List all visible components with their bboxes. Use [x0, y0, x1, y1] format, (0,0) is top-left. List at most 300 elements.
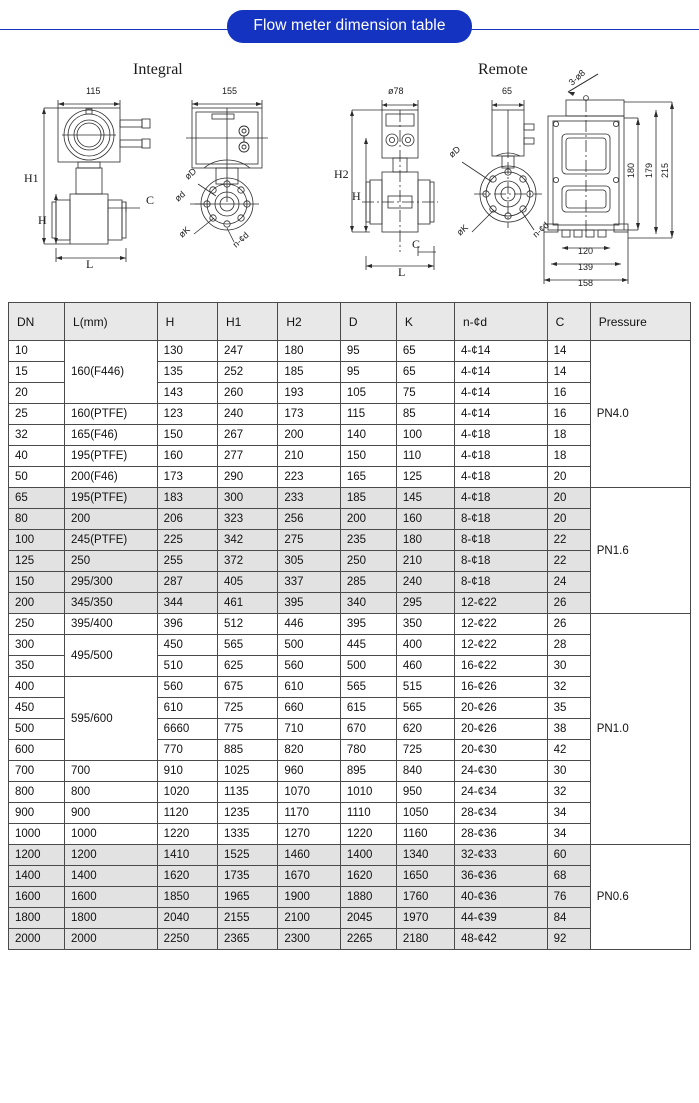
cell-h1: 240 — [218, 404, 278, 425]
cell-h2: 395 — [278, 593, 340, 614]
cell-h1: 1025 — [218, 761, 278, 782]
table-row — [9, 593, 691, 614]
cell-h2: 305 — [278, 551, 340, 572]
integral-view2-width-dim: 155 — [222, 86, 238, 96]
cell-l: 295/300 — [65, 572, 158, 593]
cell-nd: 28-¢34 — [455, 803, 548, 824]
remote-view2-label-nd: n-¢d — [530, 220, 551, 240]
cell-k: 65 — [396, 362, 454, 383]
cell-dn: 50 — [9, 467, 65, 488]
converter-hole-note: 3-ø8 — [566, 67, 588, 88]
cell-dn: 150 — [9, 572, 65, 593]
table-row — [9, 425, 691, 446]
cell-h2: 256 — [278, 509, 340, 530]
table-row — [9, 635, 691, 656]
col-header-h1: H1 — [218, 303, 278, 341]
cell-k: 240 — [396, 572, 454, 593]
cell-dn: 450 — [9, 698, 65, 719]
remote-view2-width-dim: 65 — [502, 86, 513, 96]
cell-c: 42 — [547, 740, 590, 761]
col-header-dn: DN — [9, 303, 65, 341]
cell-h1: 260 — [218, 383, 278, 404]
cell-dn: 900 — [9, 803, 65, 824]
cell-c: 92 — [547, 929, 590, 950]
cell-h1: 1735 — [218, 866, 278, 887]
cell-l: 1000 — [65, 824, 158, 845]
cell-k: 1650 — [396, 866, 454, 887]
integral-view1-width-dim: 115 — [86, 86, 101, 96]
cell-c: 22 — [547, 551, 590, 572]
cell-h: 1850 — [157, 887, 217, 908]
cell-h2: 2300 — [278, 929, 340, 950]
cell-h1: 405 — [218, 572, 278, 593]
table-row — [9, 446, 691, 467]
cell-nd: 4-¢14 — [455, 362, 548, 383]
cell-c: 18 — [547, 425, 590, 446]
cell-c: 22 — [547, 530, 590, 551]
table-row — [9, 803, 691, 824]
cell-h2: 1900 — [278, 887, 340, 908]
remote-view1-label-l: L — [398, 265, 406, 279]
table-row — [9, 404, 691, 425]
cell-c: 16 — [547, 383, 590, 404]
cell-h1: 1335 — [218, 824, 278, 845]
cell-dn: 65 — [9, 488, 65, 509]
cell-dn: 300 — [9, 635, 65, 656]
converter-height-180: 180 — [626, 162, 636, 178]
col-header-pressure: Pressure — [590, 303, 690, 341]
table-row — [9, 614, 691, 635]
cell-h1: 725 — [218, 698, 278, 719]
table-row — [9, 677, 691, 698]
cell-d: 340 — [340, 593, 396, 614]
col-header-h: H — [157, 303, 217, 341]
cell-d: 1110 — [340, 803, 396, 824]
cell-k: 1760 — [396, 887, 454, 908]
cell-h1: 277 — [218, 446, 278, 467]
cell-nd: 44-¢39 — [455, 908, 548, 929]
cell-pressure: PN4.0 — [590, 341, 690, 488]
cell-d: 185 — [340, 488, 396, 509]
cell-l: 1600 — [65, 887, 158, 908]
table-row — [9, 908, 691, 929]
integral-title: Integral — [133, 61, 183, 78]
cell-h1: 775 — [218, 719, 278, 740]
cell-d: 670 — [340, 719, 396, 740]
cell-d: 105 — [340, 383, 396, 404]
cell-d: 395 — [340, 614, 396, 635]
integral-view1-label-l: L — [86, 257, 94, 271]
cell-h: 560 — [157, 677, 217, 698]
cell-nd: 16-¢22 — [455, 656, 548, 677]
cell-nd: 28-¢36 — [455, 824, 548, 845]
cell-dn: 800 — [9, 782, 65, 803]
cell-d: 780 — [340, 740, 396, 761]
cell-dn: 1400 — [9, 866, 65, 887]
cell-nd: 8-¢18 — [455, 530, 548, 551]
cell-h: 770 — [157, 740, 217, 761]
cell-dn: 1600 — [9, 887, 65, 908]
table-body — [9, 341, 691, 950]
cell-d: 285 — [340, 572, 396, 593]
cell-c: 20 — [547, 467, 590, 488]
cell-dn: 20 — [9, 383, 65, 404]
cell-l: 200(F46) — [65, 467, 158, 488]
cell-nd: 12-¢22 — [455, 635, 548, 656]
cell-h: 173 — [157, 467, 217, 488]
cell-k: 565 — [396, 698, 454, 719]
cell-h: 150 — [157, 425, 217, 446]
cell-h2: 185 — [278, 362, 340, 383]
cell-h2: 446 — [278, 614, 340, 635]
cell-d: 615 — [340, 698, 396, 719]
table-row — [9, 887, 691, 908]
cell-nd: 32-¢33 — [455, 845, 548, 866]
cell-h1: 252 — [218, 362, 278, 383]
dimension-table — [8, 302, 691, 950]
cell-nd: 8-¢18 — [455, 551, 548, 572]
technical-drawings — [0, 52, 699, 302]
cell-h: 287 — [157, 572, 217, 593]
cell-h1: 342 — [218, 530, 278, 551]
cell-c: 34 — [547, 824, 590, 845]
table-row — [9, 509, 691, 530]
cell-h: 2040 — [157, 908, 217, 929]
cell-h2: 560 — [278, 656, 340, 677]
cell-h2: 1270 — [278, 824, 340, 845]
cell-c: 14 — [547, 362, 590, 383]
cell-c: 34 — [547, 803, 590, 824]
cell-h2: 1070 — [278, 782, 340, 803]
cell-l: 595/600 — [65, 677, 158, 761]
cell-c: 84 — [547, 908, 590, 929]
integral-view2-label-smalld: ød — [172, 189, 188, 204]
cell-l: 160(PTFE) — [65, 404, 158, 425]
cell-h: 1120 — [157, 803, 217, 824]
cell-c: 24 — [547, 572, 590, 593]
cell-nd: 24-¢34 — [455, 782, 548, 803]
cell-k: 515 — [396, 677, 454, 698]
cell-h1: 461 — [218, 593, 278, 614]
cell-nd: 8-¢18 — [455, 572, 548, 593]
table-row — [9, 761, 691, 782]
cell-h2: 337 — [278, 572, 340, 593]
col-header-c: C — [547, 303, 590, 341]
table-header-row — [9, 303, 691, 341]
cell-k: 145 — [396, 488, 454, 509]
table-row — [9, 530, 691, 551]
cell-d: 445 — [340, 635, 396, 656]
cell-h: 1620 — [157, 866, 217, 887]
cell-h1: 512 — [218, 614, 278, 635]
cell-c: 14 — [547, 341, 590, 362]
cell-c: 30 — [547, 656, 590, 677]
cell-nd: 4-¢14 — [455, 341, 548, 362]
remote-view2-label-k: øK — [454, 222, 470, 238]
remote-view1-width-dim: ø78 — [388, 86, 404, 96]
cell-k: 840 — [396, 761, 454, 782]
cell-dn: 1800 — [9, 908, 65, 929]
cell-dn: 2000 — [9, 929, 65, 950]
cell-d: 200 — [340, 509, 396, 530]
cell-k: 100 — [396, 425, 454, 446]
cell-h2: 710 — [278, 719, 340, 740]
cell-d: 1880 — [340, 887, 396, 908]
cell-h2: 173 — [278, 404, 340, 425]
cell-h2: 275 — [278, 530, 340, 551]
cell-h1: 1235 — [218, 803, 278, 824]
cell-dn: 10 — [9, 341, 65, 362]
cell-h1: 300 — [218, 488, 278, 509]
cell-l: 700 — [65, 761, 158, 782]
dimension-table-wrapper — [0, 302, 699, 950]
cell-h1: 625 — [218, 656, 278, 677]
col-header-h2: H2 — [278, 303, 340, 341]
cell-c: 76 — [547, 887, 590, 908]
cell-dn: 400 — [9, 677, 65, 698]
cell-c: 60 — [547, 845, 590, 866]
cell-k: 620 — [396, 719, 454, 740]
cell-k: 295 — [396, 593, 454, 614]
drawings-svg — [0, 52, 699, 302]
cell-h1: 1525 — [218, 845, 278, 866]
cell-dn: 600 — [9, 740, 65, 761]
cell-c: 16 — [547, 404, 590, 425]
cell-h2: 193 — [278, 383, 340, 404]
cell-h2: 610 — [278, 677, 340, 698]
cell-dn: 100 — [9, 530, 65, 551]
cell-d: 235 — [340, 530, 396, 551]
table-row — [9, 824, 691, 845]
cell-k: 950 — [396, 782, 454, 803]
cell-k: 2180 — [396, 929, 454, 950]
cell-h: 123 — [157, 404, 217, 425]
cell-c: 26 — [547, 614, 590, 635]
cell-nd: 4-¢18 — [455, 488, 548, 509]
cell-h2: 223 — [278, 467, 340, 488]
cell-d: 500 — [340, 656, 396, 677]
cell-d: 115 — [340, 404, 396, 425]
cell-h1: 675 — [218, 677, 278, 698]
cell-l: 495/500 — [65, 635, 158, 677]
cell-d: 1220 — [340, 824, 396, 845]
cell-k: 85 — [396, 404, 454, 425]
table-row — [9, 929, 691, 950]
cell-c: 20 — [547, 509, 590, 530]
cell-l: 1200 — [65, 845, 158, 866]
cell-nd: 4-¢18 — [455, 425, 548, 446]
cell-c: 32 — [547, 677, 590, 698]
cell-d: 1620 — [340, 866, 396, 887]
cell-dn: 250 — [9, 614, 65, 635]
table-row — [9, 845, 691, 866]
cell-k: 65 — [396, 341, 454, 362]
cell-c: 26 — [547, 593, 590, 614]
page-title: Flow meter dimension table — [227, 10, 471, 43]
cell-h2: 1170 — [278, 803, 340, 824]
cell-h1: 1135 — [218, 782, 278, 803]
cell-k: 400 — [396, 635, 454, 656]
integral-view1-label-c: C — [146, 193, 155, 207]
cell-h2: 1460 — [278, 845, 340, 866]
cell-h: 396 — [157, 614, 217, 635]
cell-l: 250 — [65, 551, 158, 572]
cell-dn: 32 — [9, 425, 65, 446]
cell-k: 110 — [396, 446, 454, 467]
cell-dn: 40 — [9, 446, 65, 467]
cell-h2: 210 — [278, 446, 340, 467]
cell-l: 345/350 — [65, 593, 158, 614]
cell-nd: 12-¢22 — [455, 614, 548, 635]
converter-width-158: 158 — [578, 278, 594, 288]
cell-h2: 2100 — [278, 908, 340, 929]
converter-height-215: 215 — [660, 162, 670, 178]
cell-dn: 125 — [9, 551, 65, 572]
cell-nd: 4-¢14 — [455, 404, 548, 425]
remote-view2-label-bigd: øD — [446, 144, 463, 160]
cell-h: 183 — [157, 488, 217, 509]
cell-h: 2250 — [157, 929, 217, 950]
cell-nd: 36-¢36 — [455, 866, 548, 887]
cell-dn: 1000 — [9, 824, 65, 845]
cell-h2: 960 — [278, 761, 340, 782]
integral-view2-label-bigd: øD — [182, 166, 199, 182]
cell-nd: 24-¢30 — [455, 761, 548, 782]
cell-h: 510 — [157, 656, 217, 677]
cell-pressure: PN0.6 — [590, 845, 690, 950]
cell-k: 725 — [396, 740, 454, 761]
cell-d: 95 — [340, 341, 396, 362]
converter-height-179: 179 — [644, 162, 654, 178]
cell-h1: 372 — [218, 551, 278, 572]
cell-c: 20 — [547, 488, 590, 509]
cell-l: 1400 — [65, 866, 158, 887]
cell-l: 800 — [65, 782, 158, 803]
cell-h2: 820 — [278, 740, 340, 761]
cell-h1: 290 — [218, 467, 278, 488]
cell-k: 210 — [396, 551, 454, 572]
cell-dn: 80 — [9, 509, 65, 530]
cell-h: 6660 — [157, 719, 217, 740]
cell-h: 135 — [157, 362, 217, 383]
table-row — [9, 572, 691, 593]
cell-h: 143 — [157, 383, 217, 404]
integral-view2-label-k: øK — [176, 224, 192, 240]
cell-h1: 1965 — [218, 887, 278, 908]
cell-k: 125 — [396, 467, 454, 488]
cell-nd: 40-¢36 — [455, 887, 548, 908]
cell-d: 1400 — [340, 845, 396, 866]
cell-d: 165 — [340, 467, 396, 488]
cell-h2: 233 — [278, 488, 340, 509]
remote-view1-label-h: H — [352, 189, 361, 203]
cell-c: 18 — [547, 446, 590, 467]
cell-l: 160(F446) — [65, 341, 158, 404]
cell-nd: 12-¢22 — [455, 593, 548, 614]
cell-h2: 200 — [278, 425, 340, 446]
cell-d: 895 — [340, 761, 396, 782]
converter-width-120: 120 — [578, 246, 594, 256]
cell-dn: 1200 — [9, 845, 65, 866]
cell-c: 30 — [547, 761, 590, 782]
cell-c: 38 — [547, 719, 590, 740]
cell-d: 95 — [340, 362, 396, 383]
col-header-l: L(mm) — [65, 303, 158, 341]
cell-dn: 350 — [9, 656, 65, 677]
cell-c: 32 — [547, 782, 590, 803]
cell-h1: 247 — [218, 341, 278, 362]
cell-pressure: PN1.0 — [590, 614, 690, 845]
cell-d: 2265 — [340, 929, 396, 950]
cell-c: 28 — [547, 635, 590, 656]
cell-d: 140 — [340, 425, 396, 446]
remote-title: Remote — [478, 61, 528, 78]
cell-l: 900 — [65, 803, 158, 824]
remote-view1-label-h2: H2 — [334, 167, 349, 181]
cell-nd: 20-¢26 — [455, 698, 548, 719]
remote-view1-label-c: C — [412, 237, 421, 251]
cell-h1: 2365 — [218, 929, 278, 950]
cell-c: 68 — [547, 866, 590, 887]
cell-h: 160 — [157, 446, 217, 467]
cell-nd: 16-¢26 — [455, 677, 548, 698]
cell-h: 1220 — [157, 824, 217, 845]
cell-h1: 885 — [218, 740, 278, 761]
cell-nd: 48-¢42 — [455, 929, 548, 950]
cell-l: 395/400 — [65, 614, 158, 635]
cell-h1: 2155 — [218, 908, 278, 929]
cell-pressure: PN1.6 — [590, 488, 690, 614]
cell-l: 245(PTFE) — [65, 530, 158, 551]
cell-h2: 500 — [278, 635, 340, 656]
cell-h: 255 — [157, 551, 217, 572]
integral-view1-label-h1: H1 — [24, 171, 39, 185]
cell-l: 195(PTFE) — [65, 446, 158, 467]
cell-c: 35 — [547, 698, 590, 719]
cell-h1: 323 — [218, 509, 278, 530]
cell-nd: 4-¢18 — [455, 446, 548, 467]
cell-dn: 700 — [9, 761, 65, 782]
cell-h1: 565 — [218, 635, 278, 656]
cell-nd: 8-¢18 — [455, 509, 548, 530]
table-row — [9, 866, 691, 887]
cell-h: 450 — [157, 635, 217, 656]
cell-h: 610 — [157, 698, 217, 719]
cell-k: 75 — [396, 383, 454, 404]
cell-k: 1160 — [396, 824, 454, 845]
integral-view1-label-h: H — [38, 213, 47, 227]
col-header-k: K — [396, 303, 454, 341]
cell-l: 1800 — [65, 908, 158, 929]
table-row — [9, 341, 691, 362]
cell-l: 200 — [65, 509, 158, 530]
cell-h: 130 — [157, 341, 217, 362]
cell-k: 180 — [396, 530, 454, 551]
table-row — [9, 488, 691, 509]
table-header — [9, 303, 691, 341]
cell-k: 1050 — [396, 803, 454, 824]
cell-l: 2000 — [65, 929, 158, 950]
cell-h2: 180 — [278, 341, 340, 362]
table-row — [9, 782, 691, 803]
integral-view2-label-nd: n-¢d — [230, 230, 251, 250]
cell-d: 565 — [340, 677, 396, 698]
cell-h: 225 — [157, 530, 217, 551]
col-header-d: D — [340, 303, 396, 341]
converter-width-139: 139 — [578, 262, 594, 272]
col-header-nd: n-¢d — [455, 303, 548, 341]
table-row — [9, 467, 691, 488]
